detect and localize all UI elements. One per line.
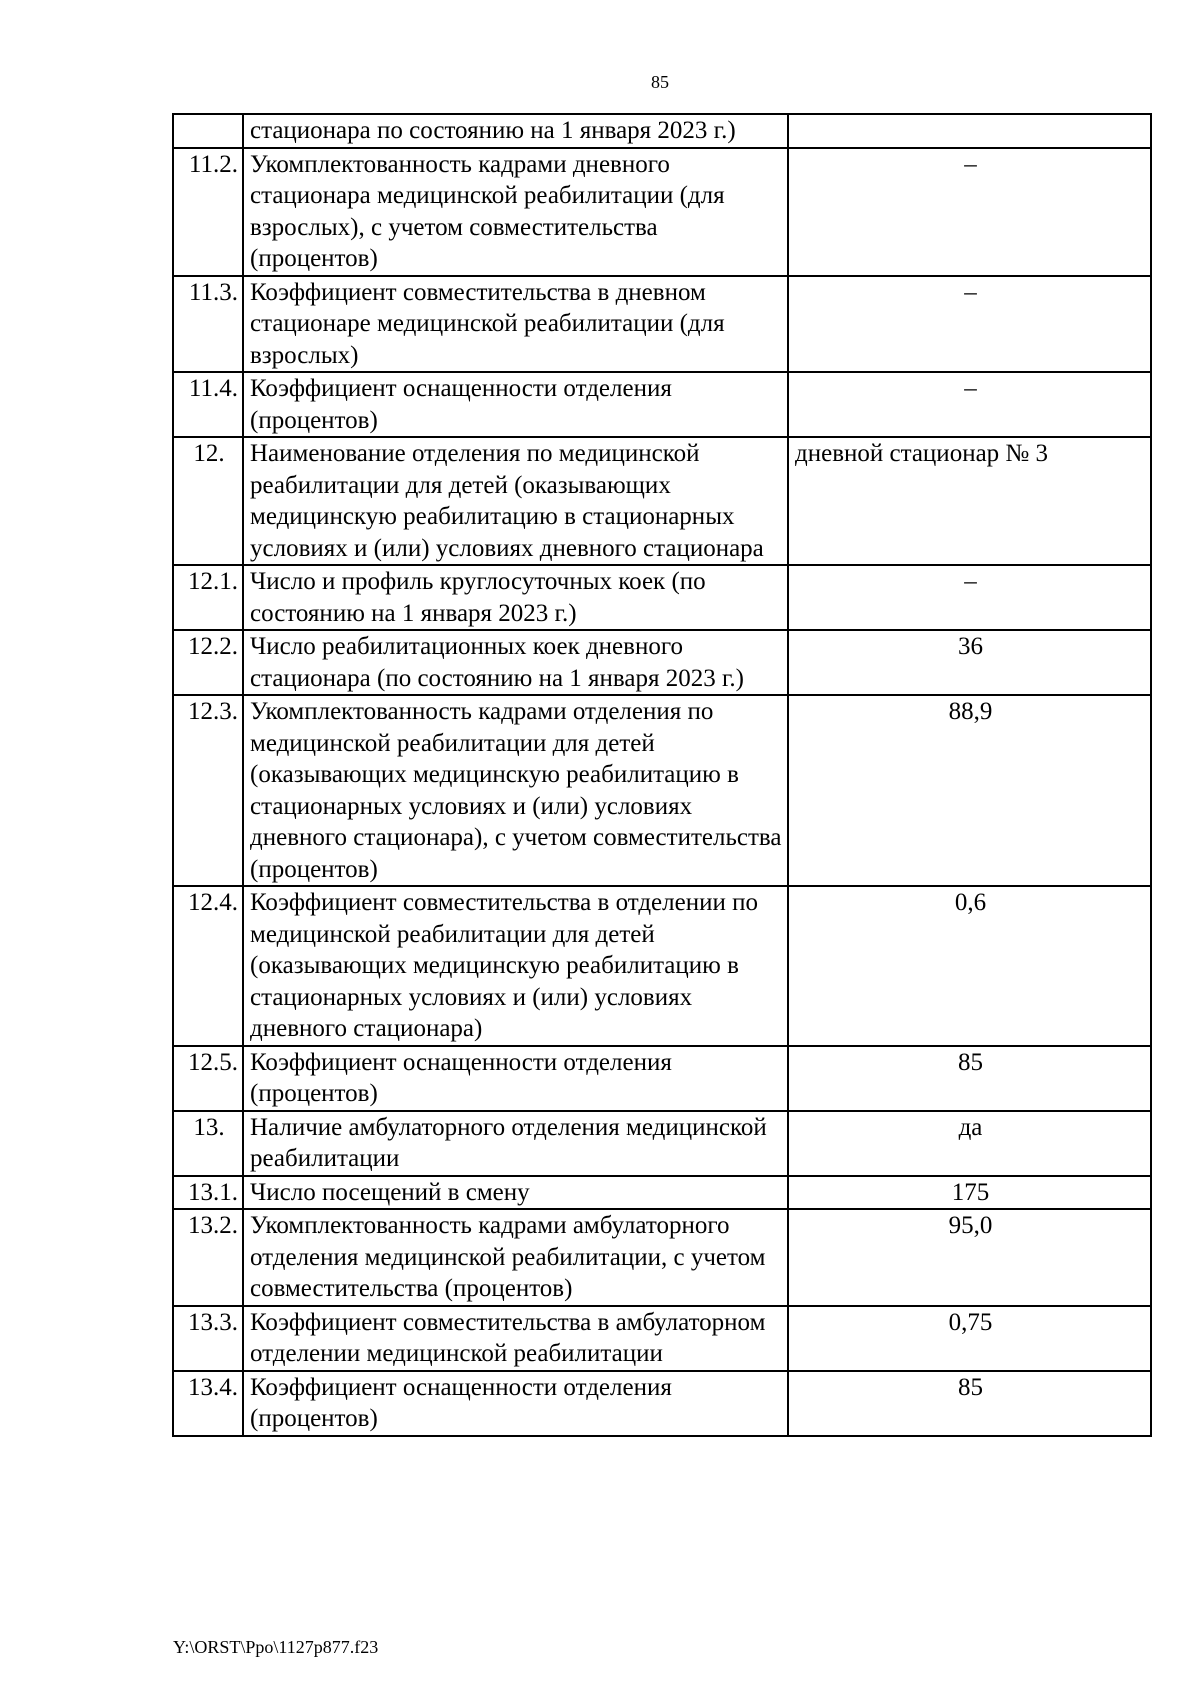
row-name: Укомплектованность кадрами отделения по медицинской реабилитации для детей (оказывающих медицинскую реабилитацию в стационарных условиях и (или) условиях дневного стационара), с учетом совместительства (процентов) — [243, 695, 788, 886]
row-number: 11.4. — [173, 372, 243, 437]
row-value: да — [788, 1111, 1151, 1176]
table-row — [173, 372, 1151, 437]
table-row — [173, 437, 1151, 565]
row-name: Коэффициент оснащенности отделения (процентов) — [243, 372, 788, 437]
table-row — [173, 1111, 1151, 1176]
table-row — [173, 565, 1151, 630]
table-row — [173, 1209, 1151, 1306]
row-number: 13.2. — [173, 1209, 243, 1306]
row-number: 12.3. — [173, 695, 243, 886]
row-value: 175 — [788, 1176, 1151, 1210]
row-value — [788, 114, 1151, 148]
row-name: Число и профиль круглосуточных коек (по состоянию на 1 января 2023 г.) — [243, 565, 788, 630]
table-row — [173, 1306, 1151, 1371]
row-name: Наименование отделения по медицинской реабилитации для детей (оказывающих медицинскую реабилитацию в стационарных условиях и (или) условиях дневного стационара — [243, 437, 788, 565]
row-value: 85 — [788, 1371, 1151, 1436]
table-row — [173, 695, 1151, 886]
row-number: 13.1. — [173, 1176, 243, 1210]
row-value: 85 — [788, 1046, 1151, 1111]
row-value: 0,6 — [788, 886, 1151, 1046]
row-name: стационара по состоянию на 1 января 2023 г.) — [243, 114, 788, 148]
row-value: дневной стационар № 3 — [788, 437, 1151, 565]
row-name: Число посещений в смену — [243, 1176, 788, 1210]
row-number: 12.5. — [173, 1046, 243, 1111]
row-value: 95,0 — [788, 1209, 1151, 1306]
row-number: 11.3. — [173, 276, 243, 373]
row-number: 13.4. — [173, 1371, 243, 1436]
table-row — [173, 148, 1151, 276]
row-number: 12.4. — [173, 886, 243, 1046]
row-name: Число реабилитационных коек дневного стационара (по состоянию на 1 января 2023 г.) — [243, 630, 788, 695]
row-name: Укомплектованность кадрами дневного стационара медицинской реабилитации (для взрослых), с учетом совместительства (процентов) — [243, 148, 788, 276]
row-number: 13. — [173, 1111, 243, 1176]
row-value: – — [788, 565, 1151, 630]
row-name: Коэффициент совместительства в амбулаторном отделении медицинской реабилитации — [243, 1306, 788, 1371]
row-number: 13.3. — [173, 1306, 243, 1371]
indicators-table — [172, 113, 1152, 1437]
row-value: – — [788, 276, 1151, 373]
row-number: 12. — [173, 437, 243, 565]
row-value: 36 — [788, 630, 1151, 695]
row-name: Коэффициент совместительства в дневном стационаре медицинской реабилитации (для взрослых) — [243, 276, 788, 373]
table-row — [173, 114, 1151, 148]
row-name: Коэффициент оснащенности отделения (процентов) — [243, 1371, 788, 1436]
row-number — [173, 114, 243, 148]
table-row — [173, 630, 1151, 695]
row-name: Коэффициент оснащенности отделения (процентов) — [243, 1046, 788, 1111]
row-value: – — [788, 148, 1151, 276]
file-path-footer: Y:\ORST\Ppo\1127p877.f23 — [173, 1637, 379, 1657]
table-row — [173, 1046, 1151, 1111]
row-value: 0,75 — [788, 1306, 1151, 1371]
table-row — [173, 1371, 1151, 1436]
row-value: 88,9 — [788, 695, 1151, 886]
row-number: 12.2. — [173, 630, 243, 695]
row-name: Наличие амбулаторного отделения медицинской реабилитации — [243, 1111, 788, 1176]
table-row — [173, 1176, 1151, 1210]
table-row — [173, 276, 1151, 373]
row-number: 12.1. — [173, 565, 243, 630]
row-number: 11.2. — [173, 148, 243, 276]
row-name: Коэффициент совместительства в отделении по медицинской реабилитации для детей (оказывающих медицинскую реабилитацию в стационарных условиях и (или) условиях дневного стационара) — [243, 886, 788, 1046]
page-number: 85 — [651, 72, 669, 92]
table-row — [173, 886, 1151, 1046]
row-value: – — [788, 372, 1151, 437]
row-name: Укомплектованность кадрами амбулаторного отделения медицинской реабилитации, с учетом совместительства (процентов) — [243, 1209, 788, 1306]
